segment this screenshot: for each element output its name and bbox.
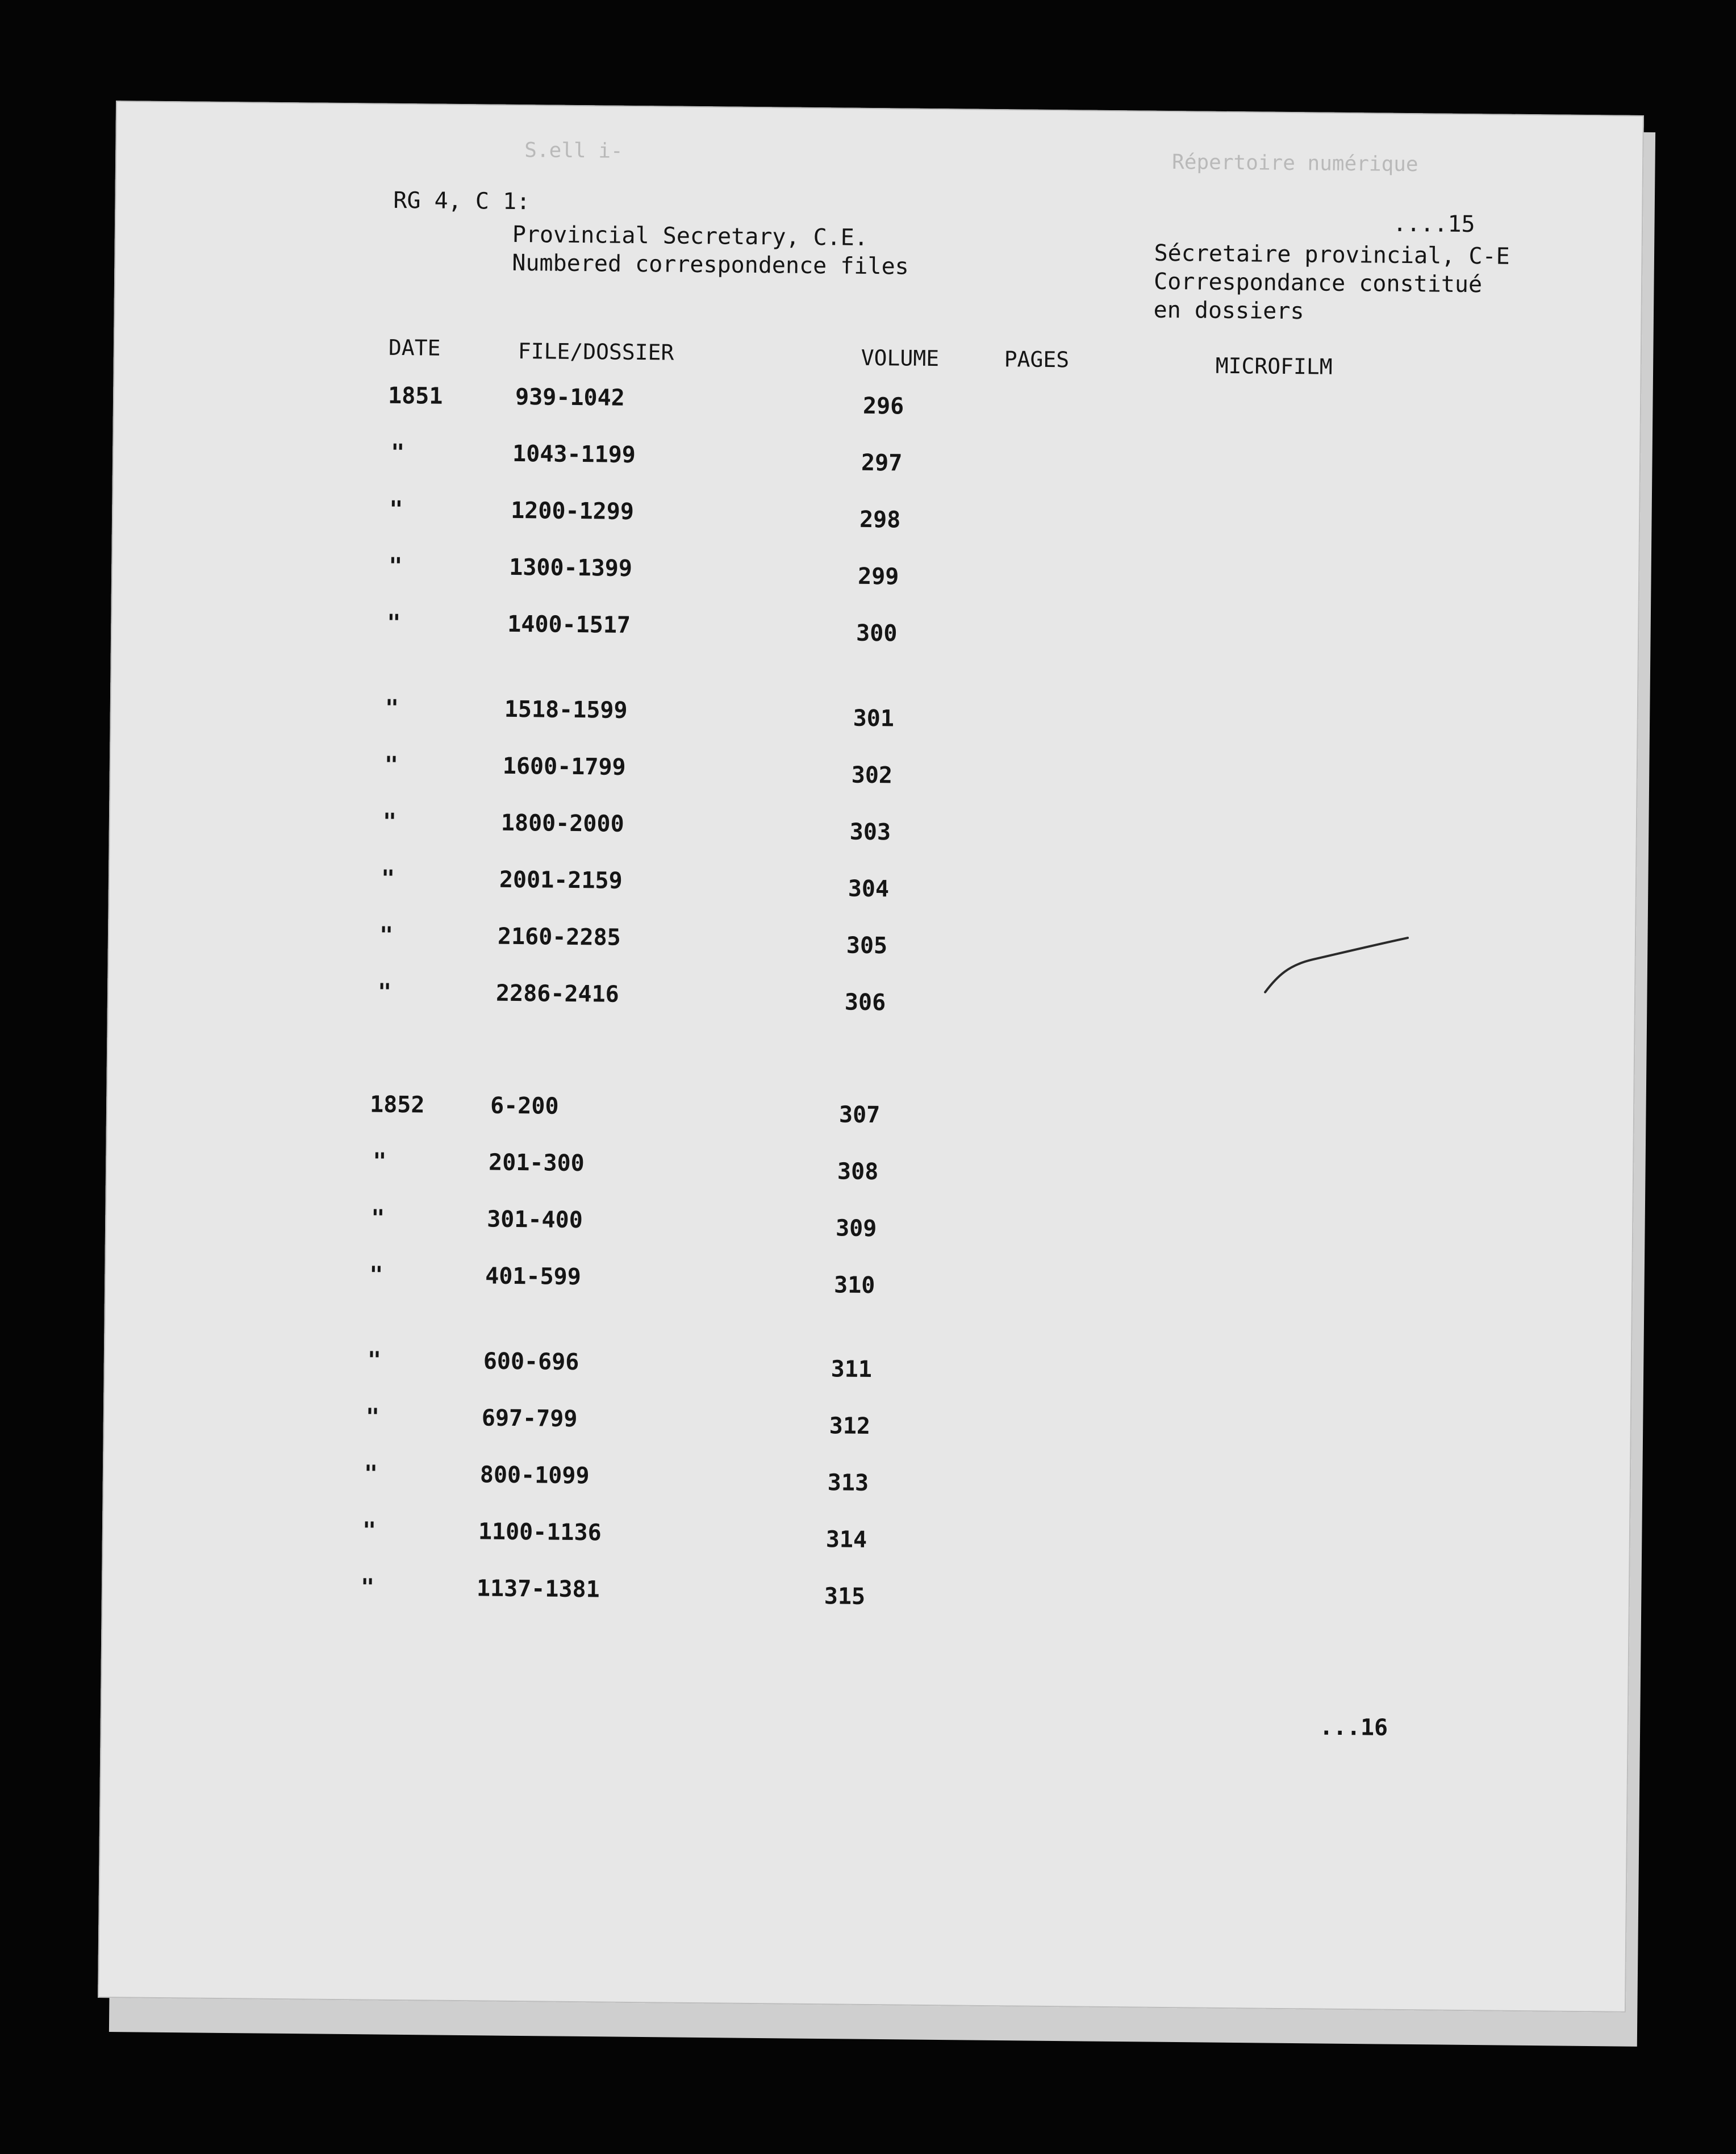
row-file: 1600-1799 <box>502 753 626 780</box>
row-volume: 313 <box>827 1470 869 1496</box>
title-english-line1: Provincial Secretary, C.E. <box>512 221 869 251</box>
row-volume: 300 <box>856 620 898 647</box>
column-header-date: DATE <box>388 335 441 361</box>
row-date: " <box>362 1517 377 1544</box>
row-volume: 303 <box>849 819 891 846</box>
row-volume: 309 <box>835 1215 877 1242</box>
row-date: " <box>381 865 395 892</box>
row-date: " <box>384 752 399 778</box>
column-header-pages: PAGES <box>1004 347 1070 373</box>
row-file: 6-200 <box>490 1092 559 1120</box>
row-date: " <box>389 553 403 580</box>
column-header-microfilm: MICROFILM <box>1215 353 1333 379</box>
row-volume: 310 <box>833 1272 875 1299</box>
row-file: 2001-2159 <box>499 866 623 894</box>
row-file: 2286-2416 <box>495 980 619 1008</box>
row-file: 2160-2285 <box>497 923 621 951</box>
title-english-line2: Numbered correspondence files <box>512 249 909 280</box>
row-file: 301-400 <box>486 1206 583 1234</box>
row-volume: 307 <box>838 1101 880 1129</box>
row-file: 1043-1199 <box>512 440 636 468</box>
row-date: " <box>377 979 392 1005</box>
row-volume: 306 <box>844 989 886 1016</box>
title-french-line1: Sécretaire provincial, C-E <box>1154 240 1510 270</box>
row-volume: 299 <box>857 563 899 590</box>
title-french-line3: en dossiers <box>1153 297 1304 325</box>
row-date: " <box>387 610 401 637</box>
row-volume: 297 <box>861 449 903 477</box>
row-volume: 311 <box>831 1356 873 1383</box>
row-volume: 308 <box>837 1158 879 1185</box>
row-volume: 314 <box>825 1526 867 1553</box>
row-date: " <box>371 1205 385 1232</box>
row-file: 1518-1599 <box>504 696 628 724</box>
continuation-marker: ...16 <box>1319 1714 1388 1741</box>
row-date: " <box>389 496 403 523</box>
bleed-through-top-left: S.ell i- <box>524 139 623 163</box>
row-date: 1851 <box>387 382 443 410</box>
row-volume: 315 <box>824 1583 866 1610</box>
row-file: 1137-1381 <box>476 1575 600 1603</box>
row-file: 1300-1399 <box>509 554 633 582</box>
row-date: " <box>385 695 399 721</box>
row-date: " <box>372 1148 387 1175</box>
row-date: 1852 <box>369 1091 425 1118</box>
bleed-through-top-right: Répertoire numérique <box>1171 151 1418 177</box>
page-number: ....15 <box>1392 210 1475 238</box>
row-file: 201-300 <box>488 1149 585 1177</box>
row-volume: 312 <box>829 1413 871 1440</box>
row-date: " <box>360 1574 375 1601</box>
row-file: 697-799 <box>481 1405 578 1433</box>
pen-stroke-mark <box>1261 930 1414 1000</box>
row-file: 939-1042 <box>515 383 625 411</box>
row-file: 800-1099 <box>479 1462 590 1489</box>
row-file: 401-599 <box>485 1263 582 1291</box>
column-header-volume: VOLUME <box>861 345 940 371</box>
row-date: " <box>364 1460 378 1487</box>
column-header-file: FILE/DOSSIER <box>518 338 674 365</box>
document-page <box>98 101 1644 2013</box>
row-file: 1800-2000 <box>500 809 624 837</box>
row-date: " <box>382 808 397 835</box>
row-file: 600-696 <box>483 1348 579 1376</box>
row-volume: 298 <box>859 506 901 533</box>
row-file: 1400-1517 <box>507 611 631 638</box>
row-date: " <box>369 1262 383 1288</box>
row-volume: 301 <box>853 705 895 732</box>
row-volume: 305 <box>846 932 888 959</box>
row-date: " <box>365 1404 380 1430</box>
row-date: " <box>379 922 394 949</box>
row-file: 1100-1136 <box>478 1518 602 1546</box>
title-french-line2: Correspondance constitué <box>1153 268 1483 298</box>
row-volume: 302 <box>851 762 893 789</box>
row-file: 1200-1299 <box>510 497 635 525</box>
row-date: " <box>367 1347 382 1374</box>
row-volume: 296 <box>862 393 904 420</box>
row-date: " <box>390 439 405 466</box>
row-volume: 304 <box>848 875 890 903</box>
record-group-reference: RG 4, C 1: <box>393 187 531 215</box>
